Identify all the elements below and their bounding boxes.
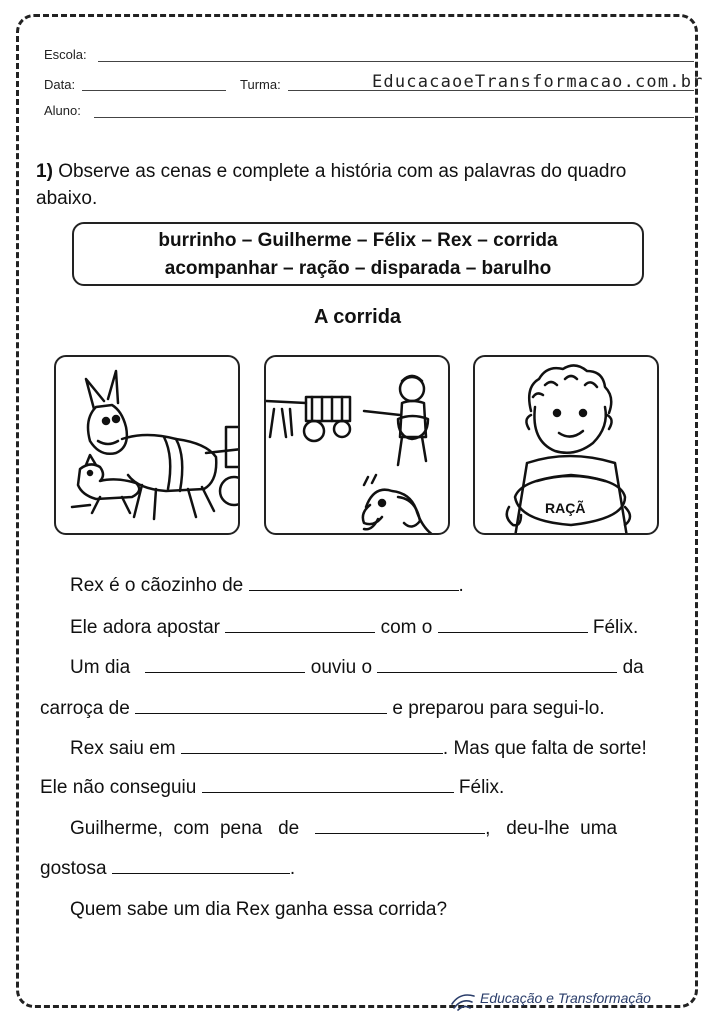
story-text: pena: [219, 818, 263, 839]
scene-cart-and-boy: [264, 355, 450, 535]
story-line-2: [70, 617, 638, 639]
story-line-5: [70, 738, 647, 760]
story-line-9: Quem sabe um dia Rex ganha essa corrida?: [70, 899, 448, 920]
blank-field[interactable]: [112, 859, 290, 874]
story-text: com: [173, 818, 210, 839]
cart-boy-illustration: [266, 357, 450, 535]
blank-field[interactable]: [181, 739, 443, 754]
story-text: Félix.: [458, 777, 505, 798]
story-line-4: [40, 698, 605, 720]
blank-field[interactable]: [202, 778, 454, 793]
boy-food-illustration: [475, 357, 659, 535]
data-label: Data:: [44, 77, 76, 92]
site-watermark: EducacaoeTransformacao.com.br: [372, 72, 704, 92]
story-text: de: [278, 818, 300, 839]
footer-brand: Educação e Transformação: [480, 990, 651, 1006]
story-text: gostosa: [40, 858, 107, 879]
story-line-3: [70, 657, 644, 679]
story-title: A corrida: [313, 306, 402, 328]
blank-field[interactable]: [438, 618, 588, 633]
scene-donkey-and-dog: [54, 355, 240, 535]
story-text: carroça de: [40, 698, 130, 719]
story-text: Félix.: [592, 617, 639, 638]
story-text: Ele não conseguiu: [40, 777, 197, 798]
story-line-8: [40, 858, 295, 880]
sack-label: RAÇÃ: [545, 500, 586, 516]
story-text: .: [458, 575, 464, 596]
story-line-7: [70, 818, 680, 840]
blank-field[interactable]: [315, 819, 485, 834]
word-box-line-1: burrinho – Guilherme – Félix – Rex – corrida: [158, 230, 558, 251]
donkey-illustration: [56, 357, 240, 535]
story-text: e preparou para segui-lo.: [392, 698, 605, 719]
story-text: Ele adora apostar: [70, 617, 220, 638]
exercise-number: 1): [36, 161, 53, 182]
blank-field[interactable]: [145, 658, 305, 673]
story-text: Rex é o cãozinho de: [70, 575, 244, 596]
blank-field[interactable]: [135, 699, 387, 714]
blank-field[interactable]: [377, 658, 617, 673]
blank-field[interactable]: [225, 618, 375, 633]
story-text: Um dia: [70, 657, 131, 678]
word-box: [72, 222, 644, 286]
story-text: ouviu o: [310, 657, 373, 678]
story-text: uma: [580, 818, 618, 839]
story-text: . Mas que falta de sorte!: [442, 738, 647, 759]
story-text: com o: [380, 617, 433, 638]
escola-label: Escola:: [44, 47, 87, 62]
instruction-text: Observe as cenas e complete a história com as palavras do quadro abaixo.: [36, 161, 627, 209]
brand-logo-icon: [450, 990, 476, 1012]
story-line-6: [40, 777, 504, 799]
story-line-1: [70, 575, 464, 597]
aluno-label: Aluno:: [44, 103, 81, 118]
escola-field[interactable]: [98, 61, 694, 62]
data-field[interactable]: [82, 90, 226, 91]
word-box-line-2: acompanhar – ração – disparada – barulho: [164, 258, 552, 279]
story-text: .: [289, 858, 296, 879]
story-text: ,: [485, 818, 491, 839]
aluno-field[interactable]: [94, 117, 694, 118]
turma-label: Turma:: [240, 77, 281, 92]
story-text: Rex saiu em: [70, 738, 176, 759]
story-text: Guilherme,: [70, 818, 163, 839]
story-text: da: [622, 657, 644, 678]
scene-boy-with-food: [473, 355, 659, 535]
blank-field[interactable]: [249, 576, 459, 591]
exercise-instruction: [36, 158, 686, 212]
story-text: deu-lhe: [506, 818, 570, 839]
